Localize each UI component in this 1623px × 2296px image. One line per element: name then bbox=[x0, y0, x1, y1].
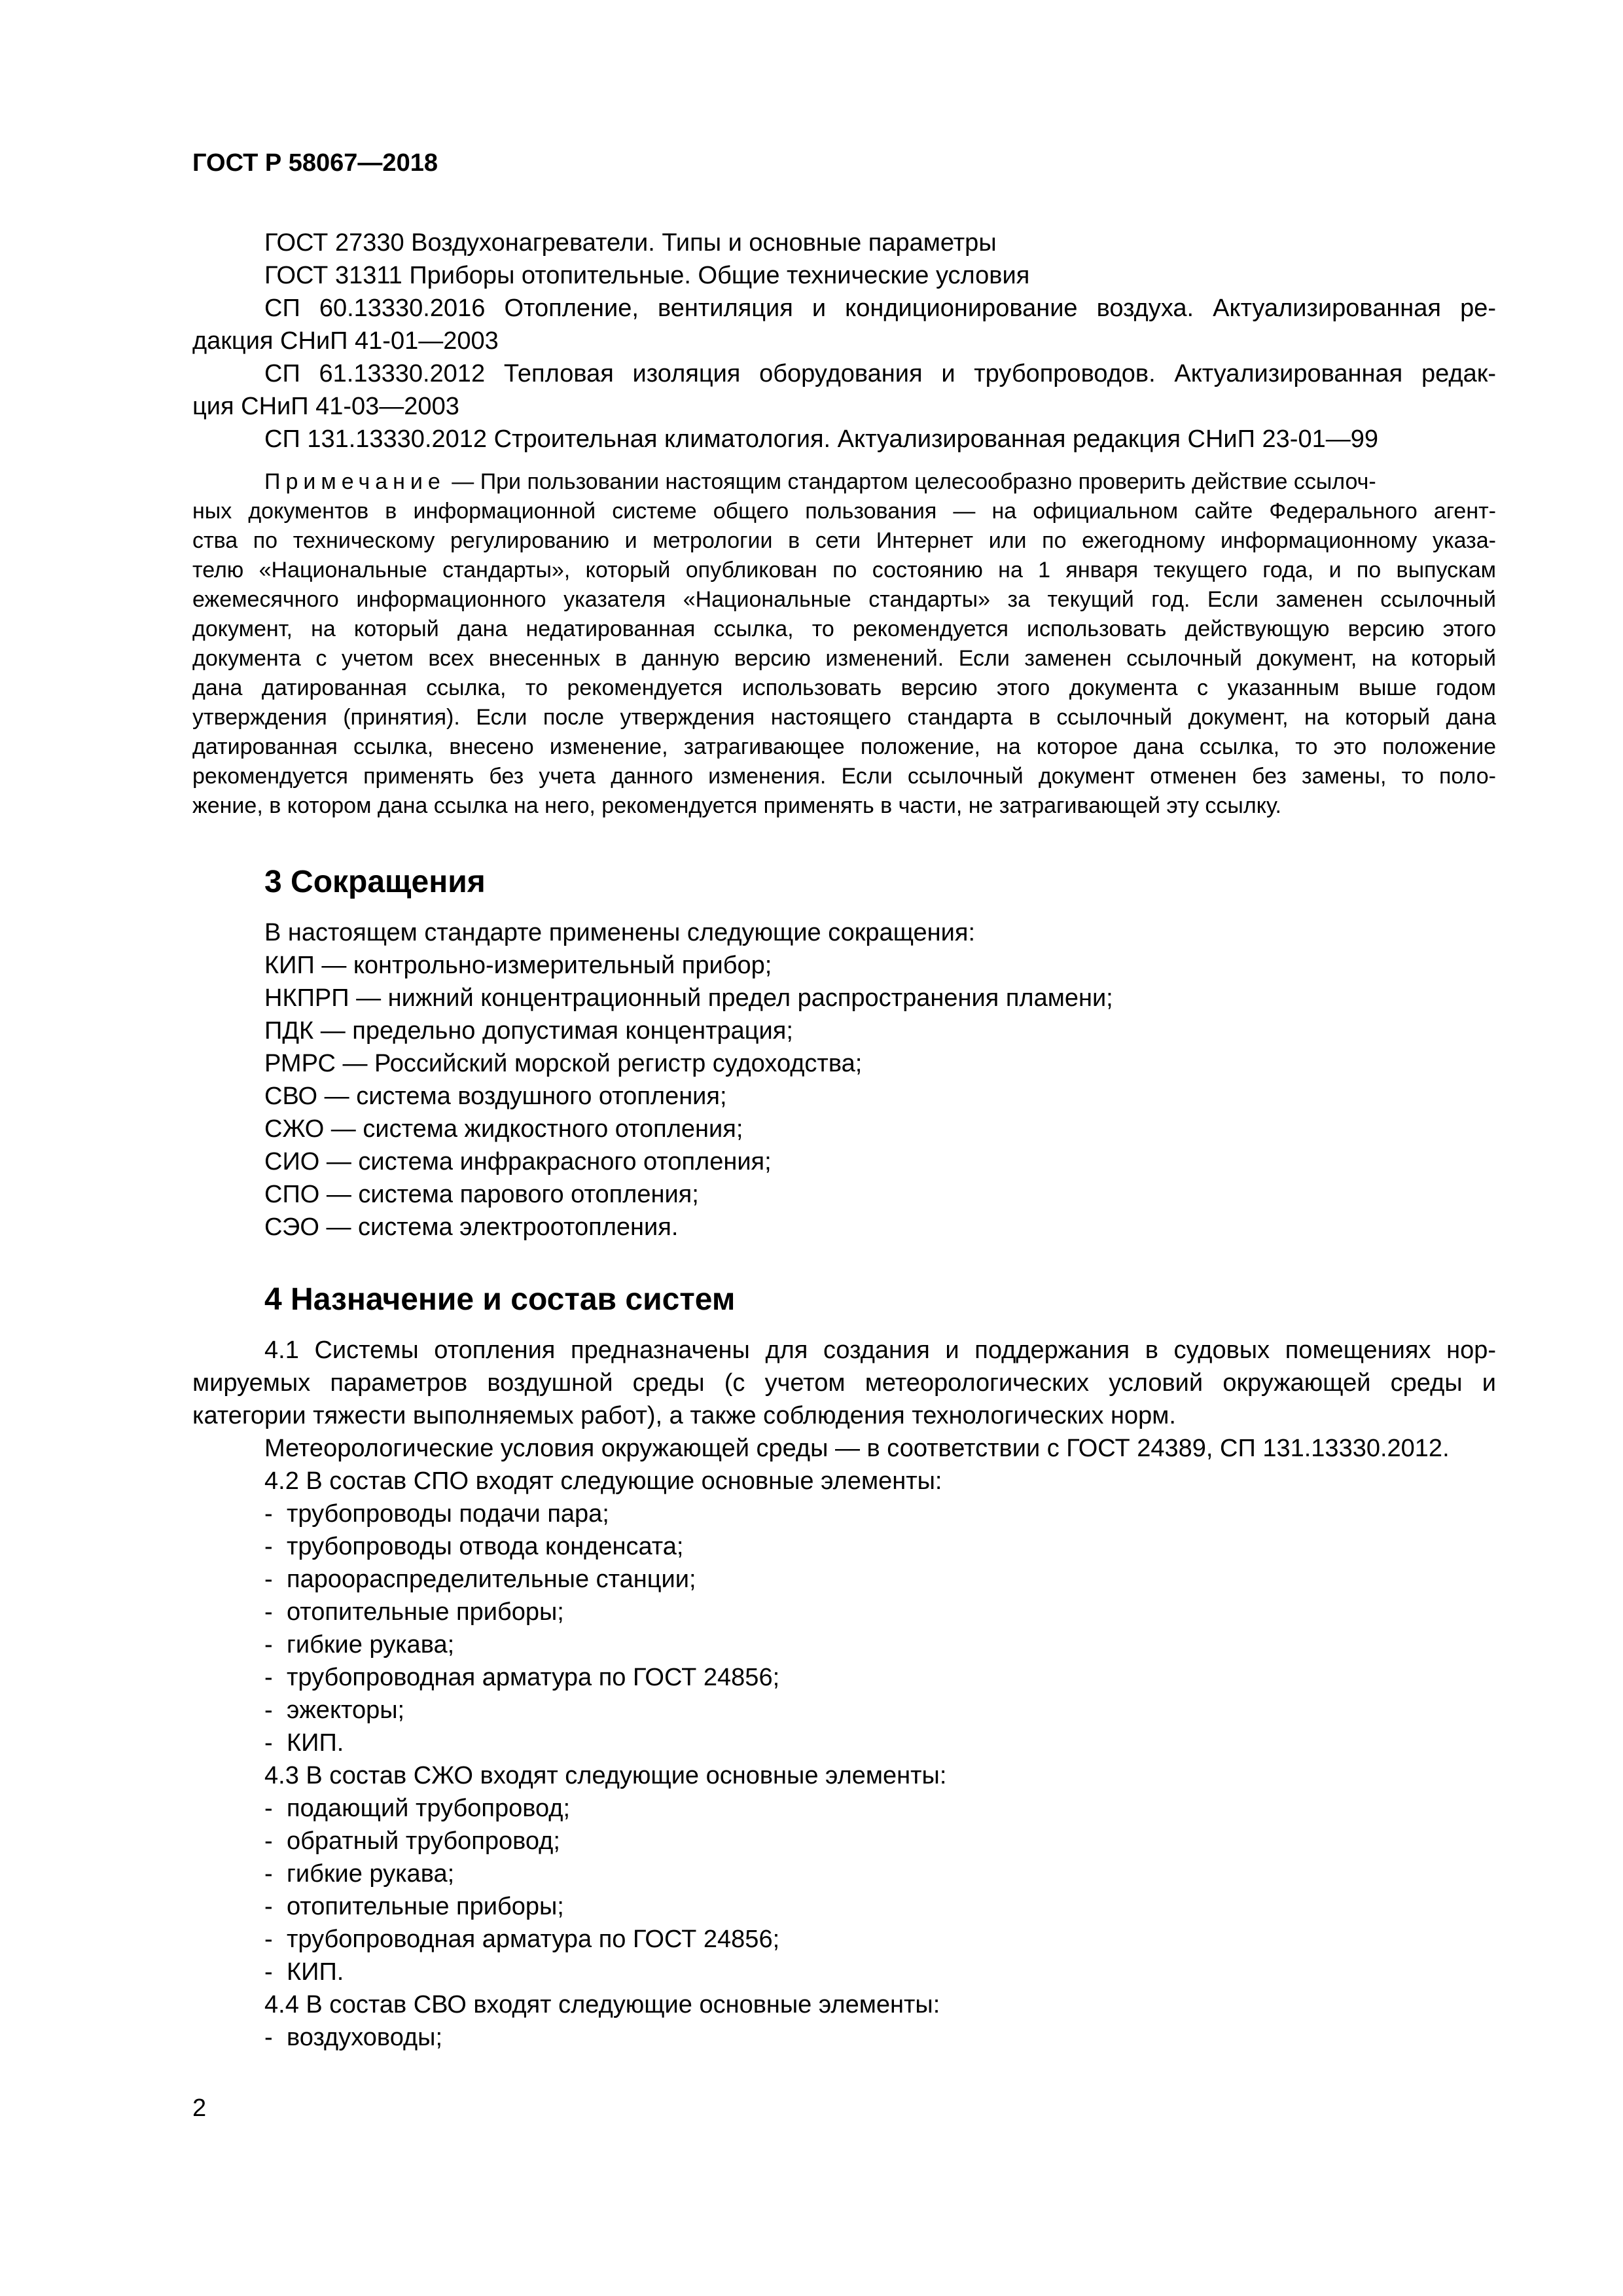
note-line: документа с учетом всех внесенных в данную версию изменений. Если заменен ссылочный документ, на который bbox=[192, 646, 1496, 671]
list-item bbox=[192, 1694, 1496, 1727]
list-item bbox=[192, 1596, 1496, 1628]
dash-marker: - bbox=[264, 1631, 273, 1659]
list-item-text: пароораспределительные станции; bbox=[287, 1566, 696, 1593]
reference-line: ция СНиП 41-03—2003 bbox=[192, 393, 459, 420]
list-item bbox=[192, 1956, 1496, 1988]
paragraph-line: Метеорологические условия окружающей среды — в соответствии с ГОСТ 24389, СП 131.13330.2012. bbox=[264, 1435, 1450, 1462]
list-item bbox=[192, 1923, 1496, 1956]
paragraph-line: 4.1 Системы отопления предназначены для создания и поддержания в судовых помещениях нор- bbox=[264, 1336, 1496, 1364]
abbreviation-item: НКПРП — нижний концентрационный предел распространения пламени; bbox=[264, 984, 1113, 1012]
abbreviation-item: КИП — контрольно-измерительный прибор; bbox=[264, 952, 772, 979]
note-line: ежемесячного информационного указателя «Национальные стандарты» за текущий год. Если заменен ссылочный bbox=[192, 587, 1496, 612]
clause-4-3: 4.3 В состав СЖО входят следующие основные элементы: bbox=[264, 1762, 947, 1789]
note-line: датированная ссылка, внесено изменение, затрагивающее положение, на которое дана ссылка, то это положение bbox=[192, 734, 1496, 759]
document-header: ГОСТ Р 58067—2018 bbox=[192, 149, 438, 177]
note-line: рекомендуется применять без учета данного изменения. Если ссылочный документ отменен без замены, то поло- bbox=[192, 764, 1496, 789]
list-item bbox=[192, 1530, 1496, 1563]
list-item bbox=[192, 1727, 1496, 1759]
list-item bbox=[192, 1628, 1496, 1661]
references-list bbox=[192, 226, 1496, 456]
note-label: Примечание bbox=[264, 469, 446, 494]
list-item-text: отопительные приборы; bbox=[287, 1598, 564, 1626]
list-item-text: трубопроводная арматура по ГОСТ 24856; bbox=[287, 1664, 780, 1691]
reference-line: дакция СНиП 41-01—2003 bbox=[192, 327, 499, 355]
list-item-text: подающий трубопровод; bbox=[287, 1795, 571, 1822]
note-line: ства по техническому регулированию и метрологии в сети Интернет или по ежегодному информационному указа- bbox=[192, 528, 1496, 553]
list-item bbox=[192, 1825, 1496, 1857]
dash-marker: - bbox=[264, 1860, 273, 1888]
note-block bbox=[192, 467, 1496, 821]
reference-line: СП 60.13330.2016 Отопление, вентиляция и кондиционирование воздуха. Актуализированная ре- bbox=[264, 295, 1496, 322]
dash-marker: - bbox=[264, 1696, 273, 1724]
dash-marker: - bbox=[264, 1827, 273, 1855]
abbreviation-item: РМРС — Российский морской регистр судоходства; bbox=[264, 1050, 863, 1077]
note-line: дана датированная ссылка, то рекомендуется использовать версию этого документа с указанным выше годом bbox=[192, 675, 1496, 700]
note-line: документ, на который дана недатированная ссылка, то рекомендуется использовать действующую версию этого bbox=[192, 617, 1496, 641]
abbreviation-item: СЖО — система жидкостного отопления; bbox=[264, 1115, 743, 1143]
note-line: телю «Национальные стандарты», который опубликован по состоянию на 1 января текущего года, и по выпускам bbox=[192, 558, 1496, 583]
list-item bbox=[192, 1661, 1496, 1694]
list-item-text: воздуховоды; bbox=[287, 2024, 443, 2051]
list-item-text: трубопроводы подачи пара; bbox=[287, 1500, 609, 1528]
abbreviations-list bbox=[192, 916, 1496, 1244]
note-line: утверждения (принятия). Если после утверждения настоящего стандарта в ссылочный документ, на который дана bbox=[192, 705, 1496, 730]
list-item bbox=[192, 1857, 1496, 1890]
list-item-text: КИП. bbox=[287, 1729, 344, 1757]
list-item-text: обратный трубопровод; bbox=[287, 1827, 560, 1855]
list-item bbox=[192, 2021, 1496, 2054]
dash-marker: - bbox=[264, 1664, 273, 1691]
abbreviation-item: СЭО — система электроотопления. bbox=[264, 1213, 679, 1241]
list-item bbox=[192, 1890, 1496, 1923]
list-item-text: отопительные приборы; bbox=[287, 1893, 564, 1920]
abbreviations-intro: В настоящем стандарте применены следующие сокращения: bbox=[264, 919, 976, 946]
reference-line: СП 131.13330.2012 Строительная климатология. Актуализированная редакция СНиП 23-01—99 bbox=[264, 425, 1378, 453]
note-line: жение, в котором дана ссылка на него, рекомендуется применять в части, не затрагивающей эту ссылку. bbox=[192, 793, 1282, 818]
abbreviation-item: СПО — система парового отопления; bbox=[264, 1181, 699, 1208]
section-3-title: 3 Сокращения bbox=[264, 865, 486, 899]
list-item bbox=[192, 1498, 1496, 1530]
list-item-text: гибкие рукава; bbox=[287, 1631, 455, 1659]
note-text: — При пользовании настоящим стандартом целесообразно проверить действие ссылоч- bbox=[445, 469, 1376, 494]
document-body bbox=[192, 226, 1496, 2054]
note-first-line bbox=[192, 467, 1496, 497]
list-item-text: КИП. bbox=[287, 1958, 344, 1986]
dash-marker: - bbox=[264, 1958, 273, 1986]
dash-marker: - bbox=[264, 1795, 273, 1822]
list-item-text: трубопроводы отвода конденсата; bbox=[287, 1533, 684, 1560]
reference-line: СП 61.13330.2012 Тепловая изоляция оборудования и трубопроводов. Актуализированная редак- bbox=[264, 360, 1496, 387]
dash-marker: - bbox=[264, 1729, 273, 1757]
clause-4-2: 4.2 В состав СПО входят следующие основные элементы: bbox=[264, 1467, 942, 1495]
list-item-text: гибкие рукава; bbox=[287, 1860, 455, 1888]
reference-line: ГОСТ 31311 Приборы отопительные. Общие технические условия bbox=[264, 262, 1030, 289]
section-4-title: 4 Назначение и состав систем bbox=[264, 1282, 736, 1317]
reference-line: ГОСТ 27330 Воздухонагреватели. Типы и основные параметры bbox=[264, 229, 997, 257]
dash-marker: - bbox=[264, 1566, 273, 1593]
abbreviation-item: ПДК — предельно допустимая концентрация; bbox=[264, 1017, 793, 1045]
dash-marker: - bbox=[264, 1926, 273, 1953]
dash-marker: - bbox=[264, 1893, 273, 1920]
dash-marker: - bbox=[264, 2024, 273, 2051]
list-item-text: трубопроводная арматура по ГОСТ 24856; bbox=[287, 1926, 780, 1953]
paragraph-line: категории тяжести выполняемых работ), а также соблюдения технологических норм. bbox=[192, 1402, 1176, 1429]
dash-marker: - bbox=[264, 1598, 273, 1626]
paragraph-line: мируемых параметров воздушной среды (с учетом метеорологических условий окружающей среды и bbox=[192, 1369, 1496, 1397]
list-item bbox=[192, 1563, 1496, 1596]
page-number: 2 bbox=[192, 2094, 207, 2122]
list-item bbox=[192, 1792, 1496, 1825]
abbreviation-item: СИО — система инфракрасного отопления; bbox=[264, 1148, 772, 1175]
abbreviation-item: СВО — система воздушного отопления; bbox=[264, 1083, 727, 1110]
list-item-text: эжекторы; bbox=[287, 1696, 405, 1724]
section-4-body bbox=[192, 1334, 1496, 2054]
note-line: ных документов в информационной системе общего пользования — на официальном сайте Федерального агент- bbox=[192, 499, 1496, 524]
clause-4-4: 4.4 В состав СВО входят следующие основные элементы: bbox=[264, 1991, 940, 2018]
dash-marker: - bbox=[264, 1500, 273, 1528]
dash-marker: - bbox=[264, 1533, 273, 1560]
